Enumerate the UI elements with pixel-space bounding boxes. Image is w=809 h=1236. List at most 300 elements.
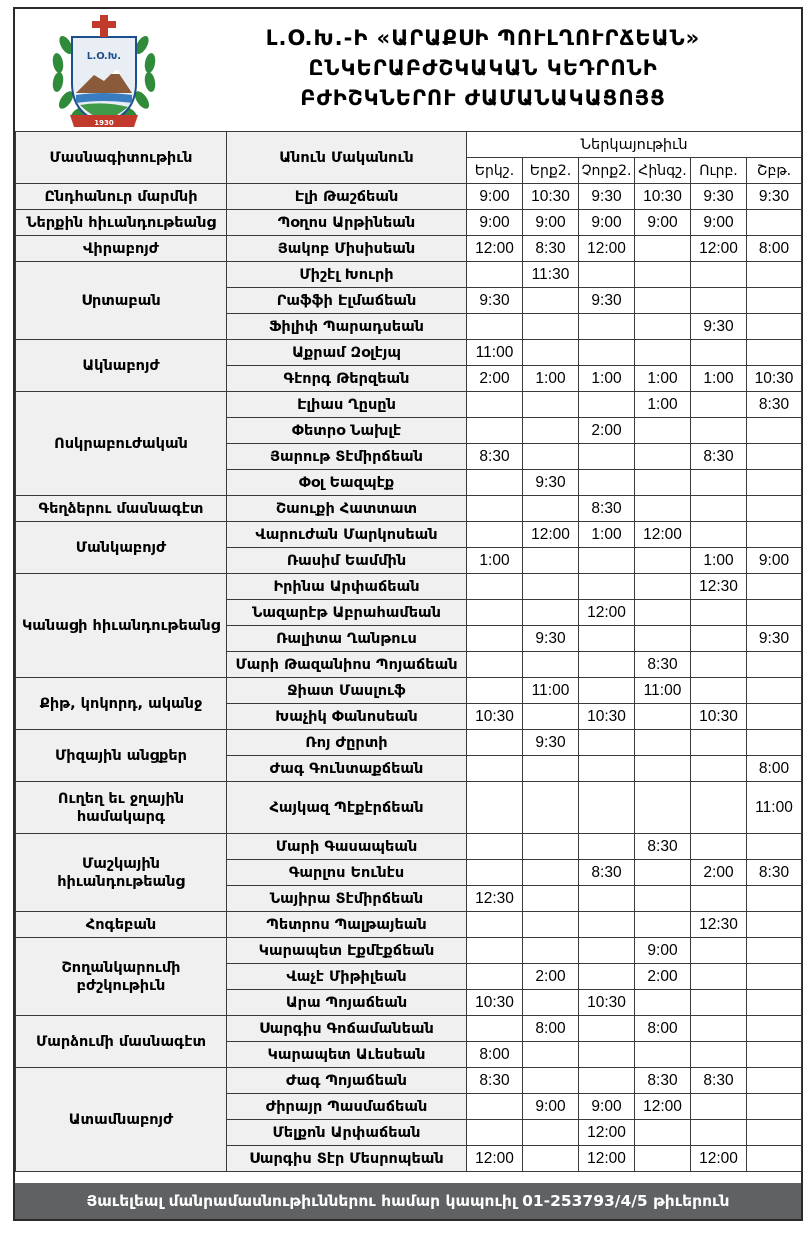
day-header: Չորք2.	[579, 158, 635, 184]
time-cell	[523, 652, 579, 678]
table-row	[16, 730, 802, 756]
time-cell	[747, 574, 802, 600]
presence-column-header: Ներկայութիւն	[467, 132, 802, 158]
time-cell: 8:00	[467, 1042, 523, 1068]
time-cell	[691, 1120, 747, 1146]
doctor-name-cell: Ռալիտա Ղանթուս	[227, 626, 467, 652]
day-header: Շբթ.	[747, 158, 802, 184]
time-cell: 9:30	[747, 626, 802, 652]
doctor-name-cell: Ռասիմ Եամմին	[227, 548, 467, 574]
time-cell	[747, 314, 802, 340]
time-cell	[747, 496, 802, 522]
doctor-name-cell: Վարուժան Մարկոսեան	[227, 522, 467, 548]
time-cell	[523, 418, 579, 444]
table-row	[16, 210, 802, 236]
time-cell	[691, 496, 747, 522]
specialty-cell: Ոսկրաբուժական	[16, 392, 227, 496]
time-cell	[635, 314, 691, 340]
time-cell: 9:00	[579, 1094, 635, 1120]
title-line-2: ԸՆԿԵՐԱԲԺՇԿԱԿԱՆ ԿԵԴՐՈՆԻ	[308, 56, 658, 80]
doctor-name-cell: Ժագ Գունտաքճեան	[227, 756, 467, 782]
title-line-3: ԲԺԻՇԿՆԵՐՈՒ ԺԱՄԱՆԱԿԱՑՈՅՑ	[300, 86, 666, 110]
time-cell: 9:30	[523, 470, 579, 496]
time-cell	[467, 756, 523, 782]
doctor-name-cell: Ժիրայր Պասմաճեան	[227, 1094, 467, 1120]
schedule-frame	[13, 7, 803, 1221]
time-cell: 9:30	[691, 314, 747, 340]
time-cell	[523, 1120, 579, 1146]
time-cell: 1:00	[467, 548, 523, 574]
time-cell	[691, 964, 747, 990]
time-cell: 9:00	[635, 938, 691, 964]
time-cell	[467, 470, 523, 496]
table-row	[16, 184, 802, 210]
time-cell	[635, 574, 691, 600]
time-cell: 12:00	[635, 522, 691, 548]
specialty-cell: Կանացի հիւանդութեանց	[16, 574, 227, 678]
doctor-name-cell: Յակոբ Միսիսեան	[227, 236, 467, 262]
time-cell	[691, 626, 747, 652]
schedule-table	[15, 131, 802, 1172]
specialty-cell: Մանկաբոյժ	[16, 522, 227, 574]
time-cell: 12:00	[635, 1094, 691, 1120]
time-cell	[523, 912, 579, 938]
time-cell	[747, 1120, 802, 1146]
time-cell	[747, 912, 802, 938]
time-cell	[467, 1120, 523, 1146]
time-cell: 9:30	[691, 184, 747, 210]
doctor-name-cell: Հայկազ Պէքէրճեան	[227, 782, 467, 834]
day-header: Հինգշ.	[635, 158, 691, 184]
specialty-cell: Սրտաբան	[16, 262, 227, 340]
time-cell: 10:30	[579, 704, 635, 730]
specialty-cell: Վիրաբոյժ	[16, 236, 227, 262]
time-cell: 2:00	[467, 366, 523, 392]
time-cell	[579, 626, 635, 652]
time-cell	[691, 678, 747, 704]
doctor-name-cell: Րաֆֆի Էլմաճեան	[227, 288, 467, 314]
doctor-name-cell: Փօլ Եազպէք	[227, 470, 467, 496]
time-cell: 9:00	[467, 210, 523, 236]
time-cell	[747, 730, 802, 756]
doctor-name-cell: Էլիաս Ղըսըն	[227, 392, 467, 418]
time-cell: 10:30	[523, 184, 579, 210]
doctor-name-cell: Մարի Թազանիոս Պոյաճեան	[227, 652, 467, 678]
time-cell	[579, 548, 635, 574]
doctor-name-cell: Գէորգ Թերզեան	[227, 366, 467, 392]
time-cell	[635, 496, 691, 522]
time-cell	[579, 1068, 635, 1094]
time-cell: 2:00	[635, 964, 691, 990]
doctor-name-cell: Փետրօ Նախլէ	[227, 418, 467, 444]
time-cell: 9:30	[579, 288, 635, 314]
time-cell: 8:30	[635, 834, 691, 860]
time-cell: 2:00	[523, 964, 579, 990]
time-cell	[635, 860, 691, 886]
time-cell: 9:30	[523, 730, 579, 756]
time-cell	[523, 938, 579, 964]
time-cell	[747, 834, 802, 860]
time-cell	[747, 444, 802, 470]
time-cell	[523, 990, 579, 1016]
time-cell: 1:00	[523, 366, 579, 392]
time-cell	[467, 938, 523, 964]
time-cell: 11:00	[747, 782, 802, 834]
time-cell	[467, 964, 523, 990]
time-cell: 11:00	[523, 678, 579, 704]
table-row	[16, 834, 802, 860]
time-cell	[747, 886, 802, 912]
time-cell: 8:30	[579, 860, 635, 886]
table-row	[16, 678, 802, 704]
time-cell	[579, 392, 635, 418]
table-row	[16, 912, 802, 938]
time-cell	[579, 652, 635, 678]
time-cell	[691, 392, 747, 418]
time-cell	[523, 314, 579, 340]
time-cell	[523, 1042, 579, 1068]
table-row	[16, 1016, 802, 1042]
time-cell: 12:00	[579, 236, 635, 262]
time-cell	[691, 782, 747, 834]
time-cell	[635, 886, 691, 912]
time-cell	[747, 1068, 802, 1094]
time-cell	[691, 522, 747, 548]
time-cell	[467, 860, 523, 886]
time-cell: 8:30	[467, 1068, 523, 1094]
time-cell	[635, 730, 691, 756]
time-cell: 8:00	[747, 236, 802, 262]
time-cell: 9:30	[747, 184, 802, 210]
time-cell	[579, 1016, 635, 1042]
time-cell: 8:30	[747, 860, 802, 886]
doctor-name-cell: Վաչէ Միթիլեան	[227, 964, 467, 990]
page-title	[165, 23, 801, 113]
time-cell	[747, 938, 802, 964]
time-cell: 9:00	[467, 184, 523, 210]
time-cell	[523, 340, 579, 366]
specialty-cell: Մարձումի մասնագէտ	[16, 1016, 227, 1068]
table-row	[16, 782, 802, 834]
specialty-cell: Ուղեղ եւ ջղային համակարգ	[16, 782, 227, 834]
time-cell	[691, 834, 747, 860]
doctor-name-cell: Սարգիս Տէր Մեսրոպեան	[227, 1146, 467, 1172]
time-cell	[635, 912, 691, 938]
time-cell	[635, 444, 691, 470]
time-cell	[635, 626, 691, 652]
time-cell: 10:30	[467, 704, 523, 730]
time-cell	[635, 1042, 691, 1068]
doctor-name-cell: Նայիրա Տէմիրճեան	[227, 886, 467, 912]
specialty-cell: Միզային անցքեր	[16, 730, 227, 782]
doctor-name-cell: Պետրոս Պալթայեան	[227, 912, 467, 938]
time-cell	[635, 262, 691, 288]
contact-footer: Յաւելեալ մանրամասնութիւններու համար կապուիլ 01-253793/4/5 թիւերուն	[15, 1183, 801, 1219]
specialty-cell: Շողանկարումի բժշկութիւն	[16, 938, 227, 1016]
specialty-cell: Գեղձերու մասնագէտ	[16, 496, 227, 522]
day-header: Երկշ.	[467, 158, 523, 184]
time-cell	[467, 782, 523, 834]
time-cell	[635, 470, 691, 496]
time-cell	[579, 886, 635, 912]
doctor-name-cell: Կարապետ Էքմէքճեան	[227, 938, 467, 964]
time-cell: 10:30	[635, 184, 691, 210]
time-cell	[467, 262, 523, 288]
time-cell	[579, 678, 635, 704]
time-cell	[691, 470, 747, 496]
time-cell	[747, 704, 802, 730]
table-row	[16, 392, 802, 418]
table-row	[16, 496, 802, 522]
doctor-name-cell: Աքրամ Զօլէյպ	[227, 340, 467, 366]
specialty-cell: Ակնաբոյժ	[16, 340, 227, 392]
time-cell: 12:30	[691, 574, 747, 600]
time-cell: 8:30	[523, 236, 579, 262]
time-cell	[467, 626, 523, 652]
time-cell: 12:00	[579, 1120, 635, 1146]
time-cell	[467, 418, 523, 444]
title-line-1: Լ.Օ.Խ.-Ի «ԱՐԱՔՍԻ ՊՈՒԼՂՈՒՐՃԵԱՆ»	[265, 26, 701, 50]
time-cell	[523, 496, 579, 522]
table-row	[16, 340, 802, 366]
specialty-cell: Մաշկային հիւանդութեանց	[16, 834, 227, 912]
time-cell	[579, 574, 635, 600]
time-cell: 1:00	[635, 392, 691, 418]
time-cell: 12:00	[691, 1146, 747, 1172]
day-header: Ուրբ.	[691, 158, 747, 184]
time-cell	[691, 340, 747, 366]
time-cell	[747, 600, 802, 626]
time-cell	[635, 990, 691, 1016]
time-cell	[523, 444, 579, 470]
doctor-name-cell: Յարութ Տէմիրճեան	[227, 444, 467, 470]
time-cell: 8:30	[691, 444, 747, 470]
time-cell: 1:00	[691, 366, 747, 392]
organization-logo	[48, 15, 160, 131]
name-column-header: Անուն Մականուն	[227, 132, 467, 184]
time-cell	[523, 1146, 579, 1172]
time-cell	[523, 886, 579, 912]
doctor-name-cell: Իրինա Արփաճեան	[227, 574, 467, 600]
time-cell	[467, 1016, 523, 1042]
time-cell: 12:00	[467, 1146, 523, 1172]
time-cell	[691, 938, 747, 964]
time-cell	[691, 288, 747, 314]
doctor-name-cell: Միշէլ Խուրի	[227, 262, 467, 288]
time-cell	[747, 1146, 802, 1172]
time-cell	[579, 444, 635, 470]
day-header: Երք2.	[523, 158, 579, 184]
time-cell: 8:00	[523, 1016, 579, 1042]
time-cell	[523, 756, 579, 782]
time-cell	[579, 340, 635, 366]
time-cell	[467, 730, 523, 756]
time-cell	[691, 600, 747, 626]
doctor-name-cell: Մարի Գասապեան	[227, 834, 467, 860]
time-cell	[747, 418, 802, 444]
logo-initials: Լ.Օ.Խ.	[86, 51, 122, 62]
time-cell: 9:00	[691, 210, 747, 236]
time-cell	[747, 522, 802, 548]
specialty-column-header: Մասնագիտութիւն	[16, 132, 227, 184]
time-cell: 12:00	[691, 236, 747, 262]
time-cell	[635, 782, 691, 834]
doctor-name-cell: Ջիատ Մասլուֆ	[227, 678, 467, 704]
time-cell: 9:00	[635, 210, 691, 236]
time-cell: 1:00	[691, 548, 747, 574]
time-cell	[467, 912, 523, 938]
time-cell: 1:00	[635, 366, 691, 392]
time-cell	[523, 834, 579, 860]
doctor-name-cell: Ժագ Պոյաճեան	[227, 1068, 467, 1094]
time-cell	[635, 1146, 691, 1172]
time-cell	[635, 288, 691, 314]
doctor-name-cell: Ֆիլիփ Պարադսեան	[227, 314, 467, 340]
schedule-body	[16, 184, 802, 1172]
time-cell: 12:30	[467, 886, 523, 912]
time-cell	[635, 340, 691, 366]
time-cell	[523, 600, 579, 626]
doctor-name-cell: Շաուքի Հատտատ	[227, 496, 467, 522]
time-cell: 10:30	[747, 366, 802, 392]
time-cell	[467, 600, 523, 626]
time-cell	[579, 314, 635, 340]
time-cell	[691, 262, 747, 288]
time-cell	[635, 1120, 691, 1146]
time-cell: 8:30	[691, 1068, 747, 1094]
table-row	[16, 236, 802, 262]
time-cell: 2:00	[691, 860, 747, 886]
doctor-name-cell: Արա Պոյաճեան	[227, 990, 467, 1016]
time-cell: 8:30	[747, 392, 802, 418]
time-cell	[747, 1094, 802, 1120]
time-cell	[691, 730, 747, 756]
time-cell: 9:30	[467, 288, 523, 314]
time-cell: 1:00	[579, 522, 635, 548]
time-cell: 9:00	[747, 548, 802, 574]
table-row	[16, 522, 802, 548]
time-cell	[579, 912, 635, 938]
time-cell: 12:00	[579, 1146, 635, 1172]
time-cell	[523, 548, 579, 574]
time-cell	[747, 964, 802, 990]
time-cell	[635, 418, 691, 444]
time-cell	[747, 990, 802, 1016]
time-cell	[635, 600, 691, 626]
doctor-name-cell: Խաչիկ Փանոսեան	[227, 704, 467, 730]
time-cell: 9:30	[523, 626, 579, 652]
time-cell: 9:30	[579, 184, 635, 210]
time-cell	[747, 652, 802, 678]
time-cell: 11:30	[523, 262, 579, 288]
doctor-name-cell: Էլի Թաշճեան	[227, 184, 467, 210]
header	[15, 9, 801, 133]
time-cell: 8:00	[635, 1016, 691, 1042]
time-cell	[691, 886, 747, 912]
time-cell: 12:00	[579, 600, 635, 626]
time-cell	[691, 1042, 747, 1068]
time-cell: 8:30	[635, 652, 691, 678]
time-cell	[635, 236, 691, 262]
time-cell: 10:30	[467, 990, 523, 1016]
doctor-name-cell: Սարգիս Գոճամանեան	[227, 1016, 467, 1042]
table-row	[16, 574, 802, 600]
time-cell	[467, 652, 523, 678]
time-cell	[523, 782, 579, 834]
time-cell: 10:30	[691, 704, 747, 730]
time-cell	[691, 990, 747, 1016]
table-row	[16, 938, 802, 964]
time-cell: 8:00	[747, 756, 802, 782]
time-cell	[523, 860, 579, 886]
time-cell	[579, 834, 635, 860]
time-cell	[467, 314, 523, 340]
time-cell: 12:00	[523, 522, 579, 548]
table-row	[16, 1068, 802, 1094]
time-cell	[579, 1042, 635, 1068]
time-cell	[579, 938, 635, 964]
time-cell	[747, 1042, 802, 1068]
doctor-name-cell: Գարլոս Եունէս	[227, 860, 467, 886]
time-cell	[691, 756, 747, 782]
time-cell	[691, 652, 747, 678]
time-cell: 11:00	[467, 340, 523, 366]
time-cell	[523, 288, 579, 314]
time-cell	[467, 392, 523, 418]
time-cell	[579, 262, 635, 288]
table-row	[16, 262, 802, 288]
time-cell	[579, 756, 635, 782]
specialty-cell: Քիթ, կոկորդ, ականջ	[16, 678, 227, 730]
time-cell	[747, 678, 802, 704]
time-cell	[579, 782, 635, 834]
time-cell: 11:00	[635, 678, 691, 704]
time-cell	[467, 1094, 523, 1120]
doctor-name-cell: Պօղոս Արթինեան	[227, 210, 467, 236]
specialty-cell: Ատամնաբոյժ	[16, 1068, 227, 1172]
time-cell	[747, 340, 802, 366]
time-cell: 12:00	[467, 236, 523, 262]
time-cell: 10:30	[579, 990, 635, 1016]
time-cell: 8:30	[467, 444, 523, 470]
time-cell	[635, 548, 691, 574]
time-cell: 9:00	[523, 1094, 579, 1120]
specialty-cell: Ընդհանուր մարմնի	[16, 184, 227, 210]
time-cell	[579, 470, 635, 496]
time-cell	[523, 704, 579, 730]
time-cell	[747, 288, 802, 314]
time-cell	[747, 262, 802, 288]
time-cell	[467, 522, 523, 548]
time-cell	[467, 834, 523, 860]
time-cell	[579, 730, 635, 756]
time-cell	[467, 574, 523, 600]
time-cell	[467, 496, 523, 522]
doctor-name-cell: Նազարէթ Աբրահամեան	[227, 600, 467, 626]
time-cell	[691, 1016, 747, 1042]
time-cell	[635, 704, 691, 730]
specialty-cell: Հոգեբան	[16, 912, 227, 938]
time-cell	[523, 392, 579, 418]
time-cell: 1:00	[579, 366, 635, 392]
time-cell	[523, 574, 579, 600]
doctor-name-cell: Ռոյ Ժըրտի	[227, 730, 467, 756]
time-cell: 8:30	[635, 1068, 691, 1094]
time-cell: 9:00	[579, 210, 635, 236]
time-cell	[579, 964, 635, 990]
time-cell	[747, 470, 802, 496]
time-cell: 9:00	[523, 210, 579, 236]
